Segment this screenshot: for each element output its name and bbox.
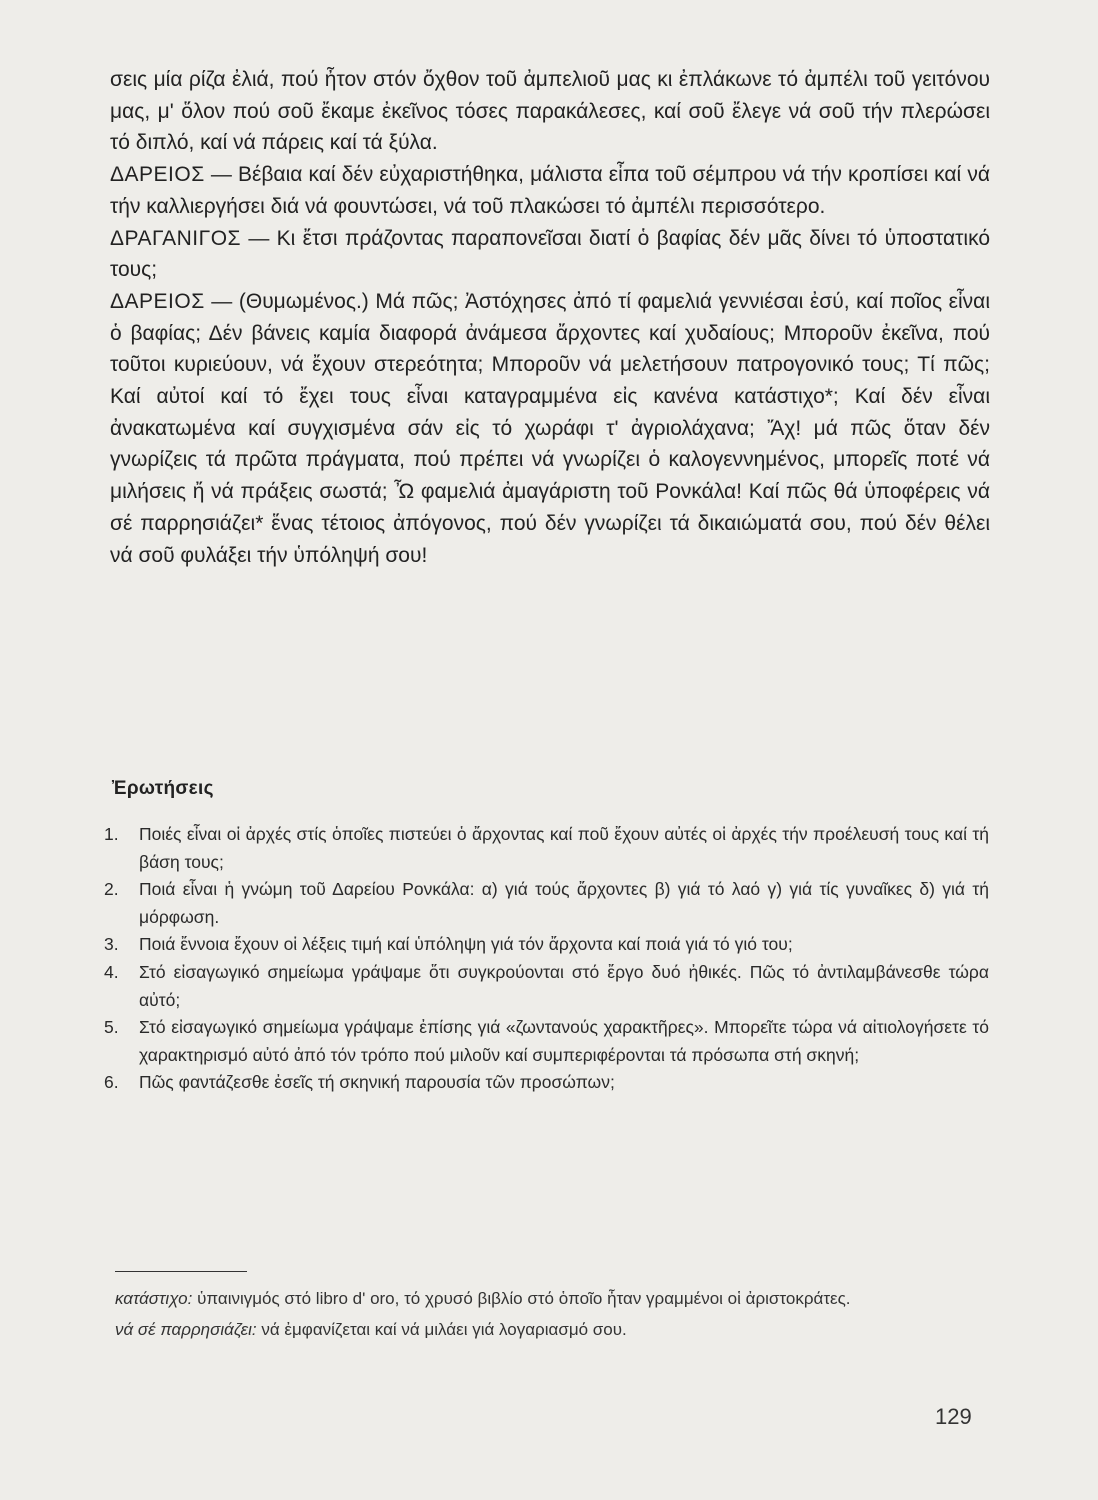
question-number: 4. bbox=[104, 961, 119, 982]
question-text: Στό εἰσαγωγικό σημείωμα γράψαμε ὅτι συγκρούονται στό ἔργο δυό ἠθικές. Πῶς τό ἀντιλαμβάνεσθε τώρα αὐτό; bbox=[139, 961, 989, 1010]
question-number: 5. bbox=[104, 1017, 119, 1038]
question-item bbox=[104, 931, 989, 959]
question-number: 2. bbox=[104, 879, 119, 900]
paragraph-continuation: σεις μία ρίζα ἐλιά, πού ἦτον στόν ὄχθον τοῦ ἀμπελιοῦ μας κι ἐπλάκωνε τό ἀμπέλι τοῦ γειτόνου μας, μ' ὅλον πού σοῦ ἔκαμε ἐκεῖνος τόσες παρακάλεσες, καί σοῦ ἔλεγε νά σοῦ τήν πλερώσει τό διπλό, καί νά πάρεις καί τά ξύλα. bbox=[110, 68, 990, 155]
footnotes bbox=[115, 1283, 990, 1345]
footnote-text: ὑπαινιγμός στό libro d' oro, τό χρυσό βιβλίο στό ὁποῖο ἦταν γραμμένοι οἱ ἀριστοκράτες. bbox=[192, 1289, 851, 1308]
dialogue-dareios-1 bbox=[110, 159, 990, 222]
question-number: 3. bbox=[104, 934, 119, 955]
question-text: Στό εἰσαγωγικό σημείωμα γράψαμε ἐπίσης γιά «ζωντανούς χαρακτῆρες». Μπορεῖτε τώρα νά αἰτιολογήσετε τό χαρακτηρισμό αὐτό ἀπό τόν τρόπο πού μιλοῦν καί συμπεριφέρονται τά πρόσωπα στή σκηνή; bbox=[139, 1017, 989, 1065]
speaker-name: ΔΡΑΓΑΝΙΓΟΣ bbox=[110, 226, 242, 250]
question-number: 6. bbox=[104, 1072, 119, 1093]
dialogue-text: — Κι ἔτσι πράζοντας παραπονεῖσαι διατί ὁ βαφίας δέν μᾶς δίνει τό ὑποστατικό τους; bbox=[110, 226, 990, 282]
footnote-term: κατάστιχο: bbox=[115, 1289, 193, 1308]
speaker-name: ΔΑΡΕΙΟΣ bbox=[110, 289, 205, 313]
question-item bbox=[104, 1014, 989, 1069]
dialogue-text: — Βέβαια καί δέν εὐχαριστήθηκα, μάλιστα εἶπα τοῦ σέμπρου νά τήν κροπίσει καί νά τήν καλλιεργήσει διά νά φουντώσει, νά τοῦ πλακώσει τό ἀμπέλι περισσότερο. bbox=[110, 163, 990, 218]
question-item bbox=[104, 821, 989, 876]
footnote-text: νά ἐμφανίζεται καί νά μιλάει γιά λογαριασμό σου. bbox=[256, 1320, 627, 1339]
question-number: 1. bbox=[104, 824, 119, 844]
question-text: Ποιά ἔννοια ἔχουν οἱ λέξεις τιμή καί ὑπόληψη γιά τόν ἄρχοντα καί ποιά γιά τό γιό του; bbox=[139, 934, 793, 955]
page-number: 129 bbox=[935, 1404, 972, 1429]
footnote-item bbox=[115, 1314, 990, 1345]
question-text: Ποιά εἶναι ἡ γνώμη τοῦ Δαρείου Ρονκάλα: α) γιά τούς ἄρχοντες β) γιά τό λαό γ) γιά τίς γυναῖκες δ) γιά τή μόρφωση. bbox=[139, 879, 989, 927]
footnote-term: νά σέ παρρησιάζει: bbox=[115, 1320, 257, 1339]
question-item bbox=[104, 959, 989, 1014]
question-text: Ποιές εἶναι οἱ ἀρχές στίς ὁποῖες πιστεύει ὁ ἄρχοντας καί ποῦ ἔχουν αὐτές οἱ ἀρχές τήν προέλευσή τους καί τή βάση τους; bbox=[139, 824, 989, 872]
dialogue-draganigos bbox=[110, 223, 990, 286]
question-text: Πῶς φαντάζεσθε ἐσεῖς τή σκηνική παρουσία τῶν προσώπων; bbox=[139, 1072, 615, 1093]
dialogue-text: — (Θυμωμένος.) Μά πῶς; Ἀστόχησες ἀπό τί φαμελιά γεννιέσαι ἐσύ, καί ποῖος εἶναι ὁ βαφίας; Δέν βάνεις καμία διαφορά ἀνάμεσα ἄρχοντες καί χυδαίους; Μποροῦν ἐκεῖνα, πού τοῦτοι κυριεύουν, νά ἔχουν στερεότητα; Μποροῦν νά μελετήσουν πατρογονικό τους; Τί πῶς; Καί αὐτοί καί τό ἔχει τους εἶναι καταγραμμένα εἰς κανένα κατάστιχο*; Καί δέν εἶναι ἀνακατωμένα καί συγχισμένα σάν εἰς τό χωράφι τ' ἀγριολάχανα; Ἄχ! μά πῶς ὅταν δέν γνωρίζεις τά πρῶτα πράγματα, πού πρέπει νά γνωρίζει ὁ καλογεννημένος, μπορεῖς ποτέ νά μιλήσεις ἤ νά πράξεις σωστά; Ὦ φαμελιά ἀμαγάριστη τοῦ Ρονκάλα! Καί πῶς θά ὑποφέρεις νά σέ παρρησιάζει* ἕνας τέτοιος ἀπόγονος, πού δέν γνωρίζει τά δικαιώματά σου, πού δέν θέλει νά σοῦ φυλάξει τήν ὑπόληψή σου! bbox=[110, 289, 990, 567]
dialogue-dareios-2 bbox=[110, 286, 990, 571]
speaker-name: ΔΑΡΕΙΟΣ bbox=[110, 163, 205, 187]
questions-heading: Ἐρωτήσεις bbox=[112, 778, 214, 799]
play-text bbox=[110, 64, 990, 571]
question-item bbox=[104, 876, 989, 931]
footnote-item bbox=[115, 1283, 990, 1314]
questions-list bbox=[104, 821, 989, 1097]
footnote-separator bbox=[115, 1271, 247, 1272]
question-item bbox=[104, 1069, 989, 1097]
